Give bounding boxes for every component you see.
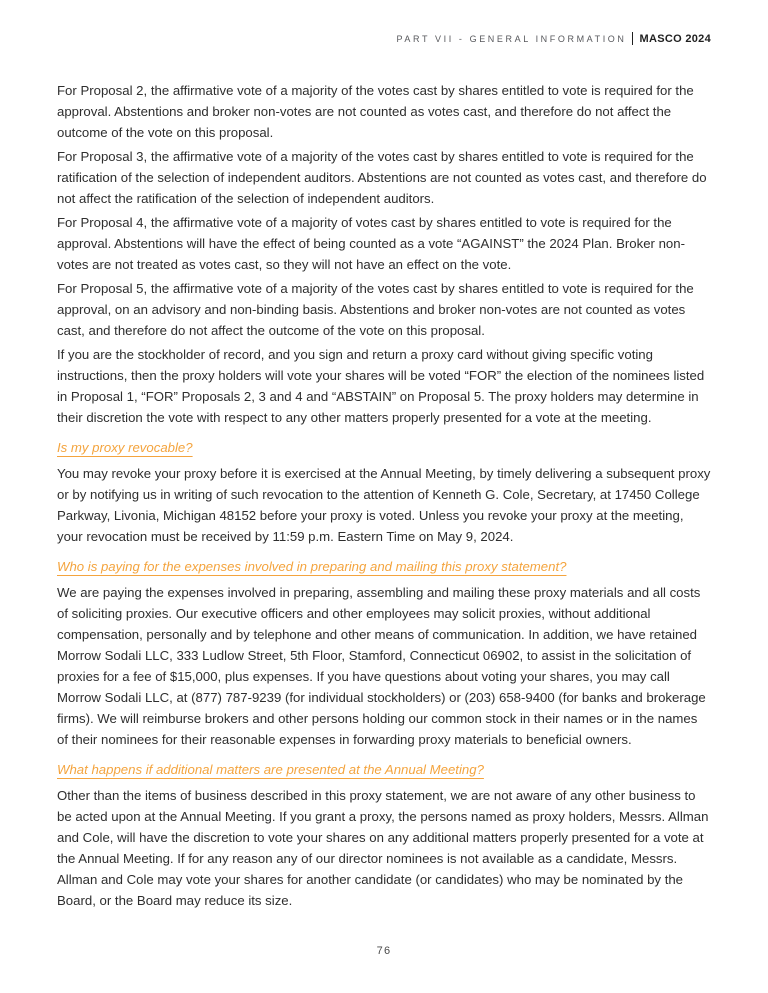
question-heading-additional-matters: What happens if additional matters are presented at the Annual Meeting? bbox=[57, 762, 484, 777]
page-number: 76 bbox=[376, 945, 392, 957]
document-body bbox=[57, 80, 711, 914]
question-heading-expenses: Who is paying for the expenses involved in preparing and mailing this proxy statement? bbox=[57, 559, 567, 574]
paragraph-solicitation-expenses: We are paying the expenses involved in preparing, assembling and mailing these proxy materials and all costs of soliciting proxies. Our executive officers and other employees may solicit proxies, without additional compensation, personally and by telephone and other means of communication. In addition, we have retained Morrow Sodali LLC, 333 Ludlow Street, 5th Floor, Stamford, Connecticut 06902, to assist in the solicitation of proxies for a fee of $15,000, plus expenses. If you have questions about voting your shares, you may call Morrow Sodali LLC, at (877) 787-9239 (for individual stockholders) or (203) 658-9400 (for banks and brokerage firms). We will reimburse brokers and other persons holding our common stock in their names or in the names of their nominees for their reasonable expenses in forwarding proxy materials to beneficial owners. bbox=[57, 585, 706, 747]
header-divider bbox=[632, 32, 633, 45]
paragraph-proxy-card-instructions: If you are the stockholder of record, and you sign and return a proxy card without giving specific voting instructions, then the proxy holders will vote your shares will be voted “FOR” the election of the nominees listed in Proposal 1, “FOR” Proposals 2, 3 and 4 and “ABSTAIN” on Proposal 5. The proxy holders may determine in their discretion the vote with respect to any other matters properly presented for a vote at the meeting. bbox=[57, 347, 705, 425]
paragraph-additional-matters: Other than the items of business described in this proxy statement, we are not aware of any other business to be acted upon at the Annual Meeting. If you grant a proxy, the persons named as proxy holders, Messrs. Allman and Cole, will have the discretion to vote your shares on any additional matters properly presented for a vote at the Annual Meeting. If for any reason any of our director nominees is not available as a candidate, Messrs. Allman and Cole may vote your shares for another candidate (or candidates) who may be nominated by the Board, or the Board may reduce its size. bbox=[57, 788, 709, 908]
paragraph-proposal-3: For Proposal 3, the affirmative vote of a majority of the votes cast by shares entitled to vote is required for the ratification of the selection of independent auditors. Abstentions are not counted as votes cast, and therefore do not affect the ratification of the selection of independent auditors. bbox=[57, 149, 707, 206]
brand-label: MASCO 2024 bbox=[639, 32, 711, 45]
paragraph-proposal-2: For Proposal 2, the affirmative vote of a majority of the votes cast by shares entitled to vote is required for the approval. Abstentions and broker non-votes are not counted as votes cast, and therefore do not affect the outcome of the vote on this proposal. bbox=[57, 83, 694, 140]
section-label: PART VII - GENERAL INFORMATION bbox=[396, 33, 627, 44]
page-header bbox=[57, 32, 711, 45]
paragraph-proposal-4: For Proposal 4, the affirmative vote of a majority of votes cast by shares entitled to vote is required for the approval. Abstentions will have the effect of being counted as a vote “AGAINST” the 2024 Plan. Broker non-votes are not treated as votes cast, so they will not have an effect on the vote. bbox=[57, 215, 685, 272]
question-heading-proxy-revocable: Is my proxy revocable? bbox=[57, 440, 193, 455]
paragraph-proxy-revocation: You may revoke your proxy before it is exercised at the Annual Meeting, by timely delivering a subsequent proxy or by notifying us in writing of such revocation to the attention of Kenneth G. Cole, Secretary, at 17450 College Parkway, Livonia, Michigan 48152 before your proxy is voted. Unless you revoke your proxy at the meeting, your revocation must be received by 11:59 p.m. Eastern Time on May 9, 2024. bbox=[57, 466, 711, 544]
paragraph-proposal-5: For Proposal 5, the affirmative vote of a majority of the votes cast by shares entitled to vote is required for the approval, on an advisory and non-binding basis. Abstentions and broker non-votes are not counted as votes cast, and therefore do not affect the outcome of the vote on this proposal. bbox=[57, 281, 694, 338]
page-footer bbox=[0, 941, 768, 993]
